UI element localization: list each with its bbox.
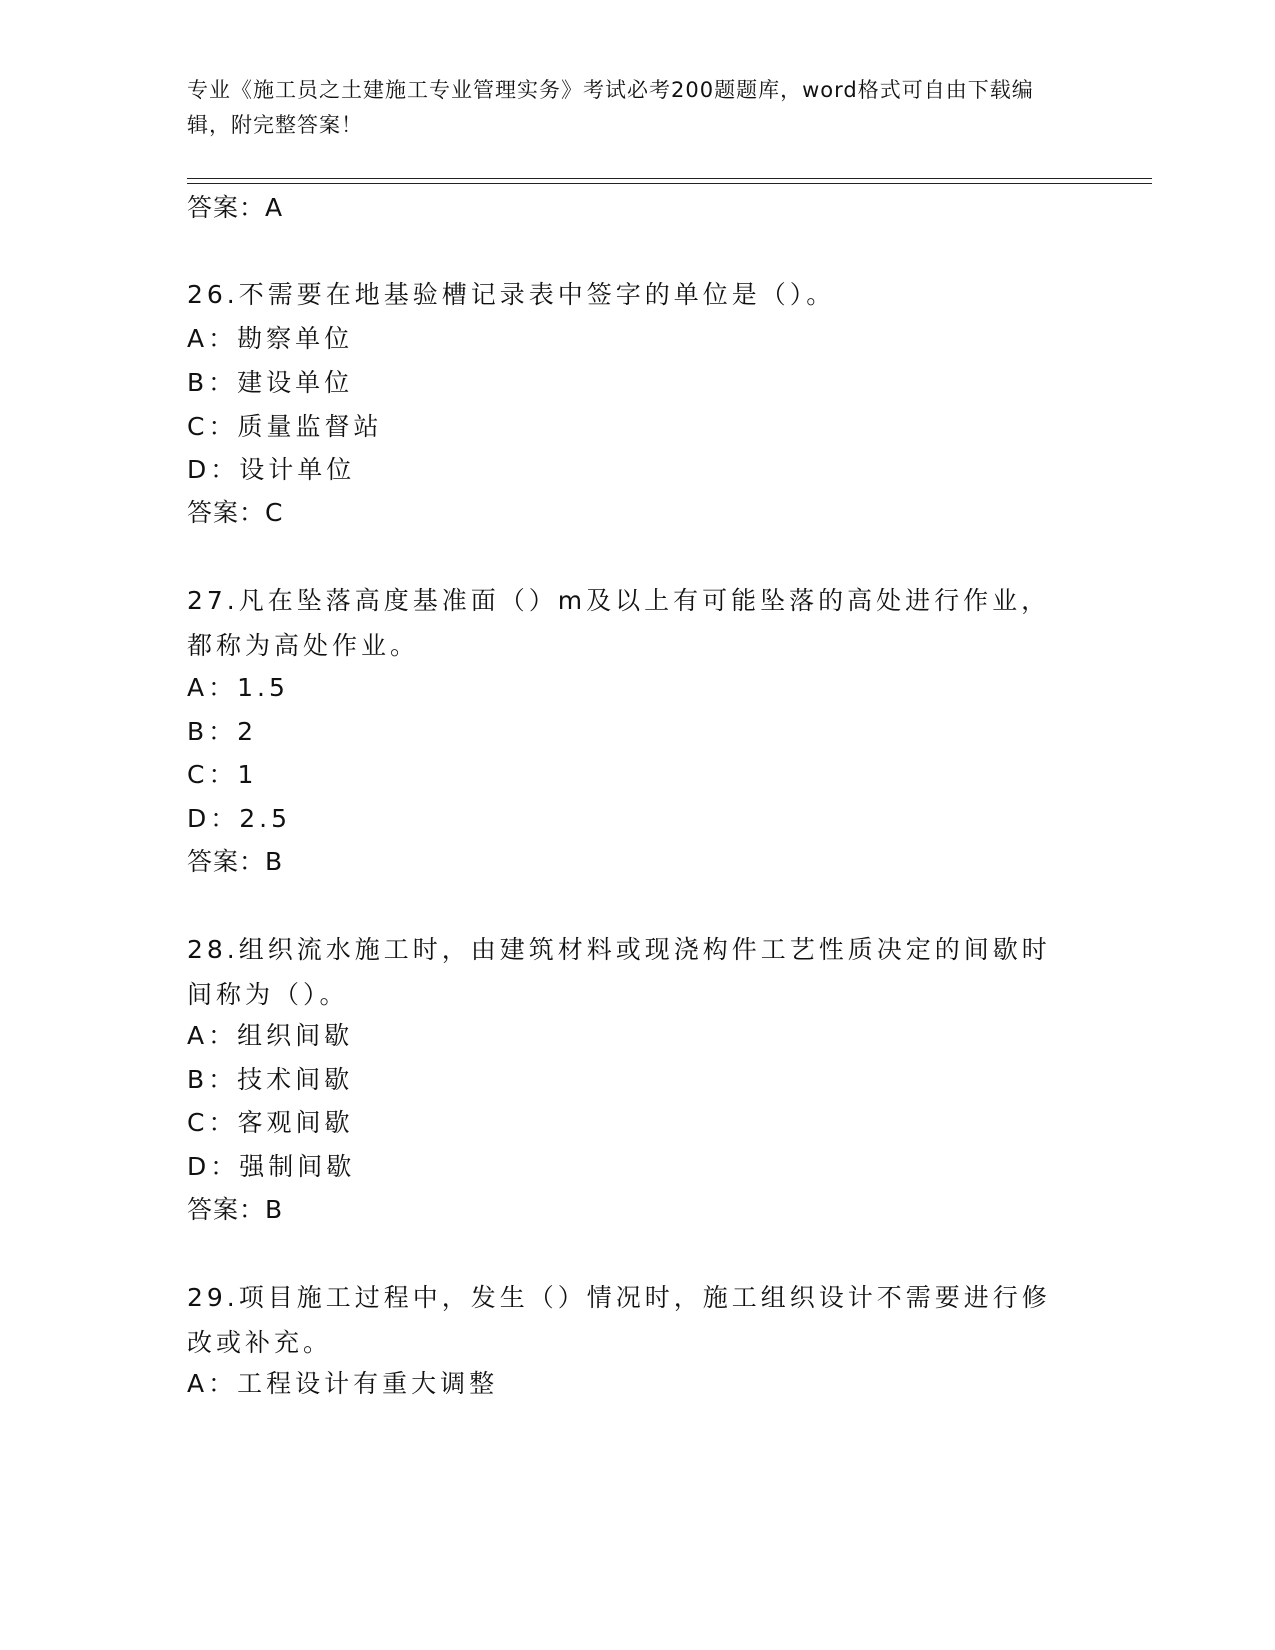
q27-option-c: C：1 — [187, 760, 258, 789]
header-rule-bottom — [187, 183, 1152, 184]
question-28: 28.组织流水施工时，由建筑材料或现浇构件工艺性质决定的间歇时间称为（）。 — [187, 935, 1051, 1009]
q26-answer: 答案：C — [187, 498, 284, 527]
answer-prev: 答案：A — [187, 193, 284, 222]
q27-option-d: D：2.5 — [187, 804, 292, 833]
q27-option-b: B：2 — [187, 717, 258, 746]
q27-option-a: A：1.5 — [187, 673, 289, 702]
document-header: 专业《施工员之土建施工专业管理实务》考试必考200题题库，word格式可自由下载编辑，附完整答案！ — [187, 78, 1034, 137]
q28-option-a: A：组织间歇 — [187, 1021, 354, 1050]
question-26: 26.不需要在地基验槽记录表中签字的单位是（）。 — [187, 280, 836, 309]
q26-option-a: A：勘察单位 — [187, 324, 354, 353]
header-rule-top — [187, 178, 1152, 179]
q28-option-c: C：客观间歇 — [187, 1108, 354, 1137]
q28-option-d: D：强制间歇 — [187, 1152, 356, 1181]
q26-option-d: D：设计单位 — [187, 455, 356, 484]
q26-option-b: B：建设单位 — [187, 368, 354, 397]
q28-answer: 答案：B — [187, 1195, 284, 1224]
q26-option-c: C：质量监督站 — [187, 412, 383, 441]
question-27: 27.凡在坠落高度基准面（）m及以上有可能坠落的高处进行作业，都称为高处作业。 — [187, 586, 1051, 660]
q29-option-a: A：工程设计有重大调整 — [187, 1369, 499, 1398]
q27-answer: 答案：B — [187, 847, 284, 876]
question-29: 29.项目施工过程中，发生（）情况时，施工组织设计不需要进行修改或补充。 — [187, 1283, 1051, 1357]
q28-option-b: B：技术间歇 — [187, 1065, 354, 1094]
